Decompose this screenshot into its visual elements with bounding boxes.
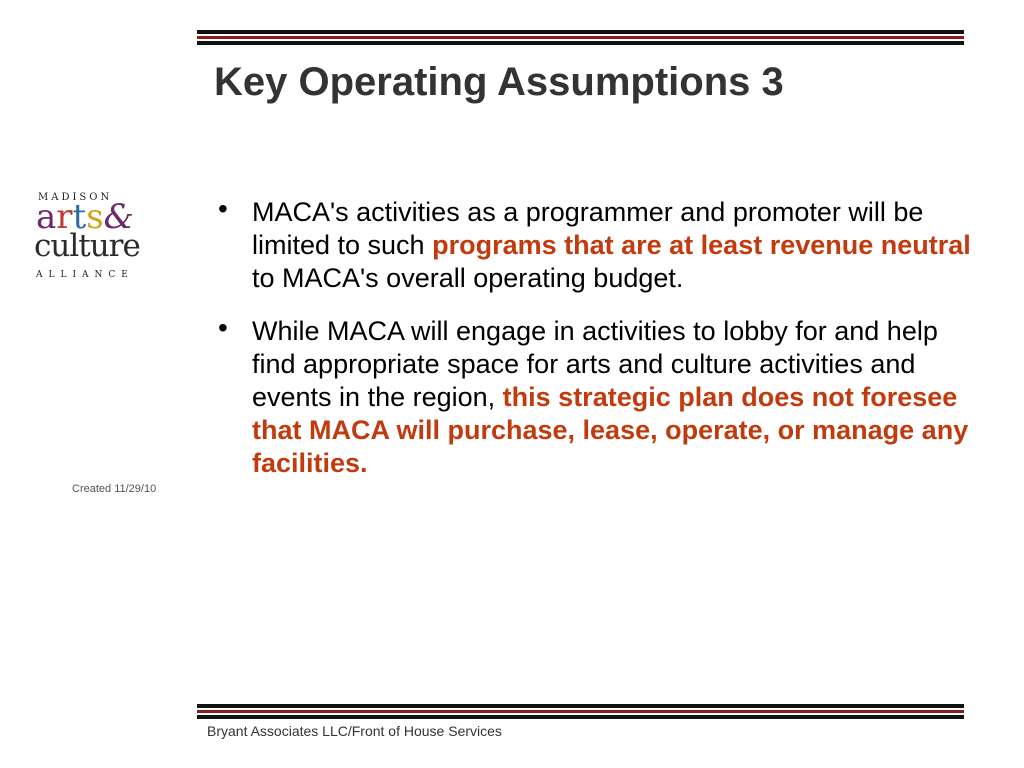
logo-letter-a: a [36, 197, 57, 237]
footer-rule-bar-dark-top [197, 704, 964, 708]
bullet-item [212, 312, 972, 480]
slide-title: Key Operating Assumptions 3 [214, 60, 784, 104]
bullet-item [212, 193, 972, 295]
bullet-dot-icon: • [218, 193, 228, 224]
logo-alliance-word: ALLIANCE [36, 270, 134, 280]
footer-rule-bar-dark-bottom [197, 715, 964, 719]
bullet-text-plain: to MACA's overall operating budget. [252, 263, 684, 293]
logo-letter-t: t [72, 197, 87, 237]
header-rule-bar-dark-top [197, 30, 964, 34]
madison-arts-culture-alliance-logo [34, 192, 160, 284]
bullet-dot-icon: • [218, 312, 228, 343]
bullet-text-plain: MACA's activities as a programmer and promoter will be limited to such [252, 197, 924, 260]
footer-rule-bar-red [197, 710, 964, 713]
header-rule-bar-red [197, 36, 964, 39]
logo-ampersand: & [103, 197, 134, 237]
footer-rule [197, 704, 964, 720]
bullet-list [212, 193, 972, 500]
created-date-note: Created 11/29/10 [72, 483, 157, 495]
header-rule [197, 30, 964, 46]
logo-madison-word: MADISON [38, 192, 113, 203]
bullet-text-emphasis: this strategic plan does not foresee that MACA will purchase, lease, operate, or manage any facilities. [252, 382, 969, 478]
logo-letter-s: s [86, 197, 104, 237]
bullet-text-plain: While MACA will engage in activities to lobby for and help find appropriate space for arts and culture activities and events in the region, [252, 316, 938, 412]
header-rule-bar-dark-bottom [197, 41, 964, 45]
logo-letter-r: r [56, 197, 73, 237]
logo-culture-word: culture [34, 228, 140, 264]
bullet-text-emphasis: programs that are at least revenue neutral [432, 230, 971, 260]
footer-text: Bryant Associates LLC/Front of House Services [207, 723, 502, 739]
